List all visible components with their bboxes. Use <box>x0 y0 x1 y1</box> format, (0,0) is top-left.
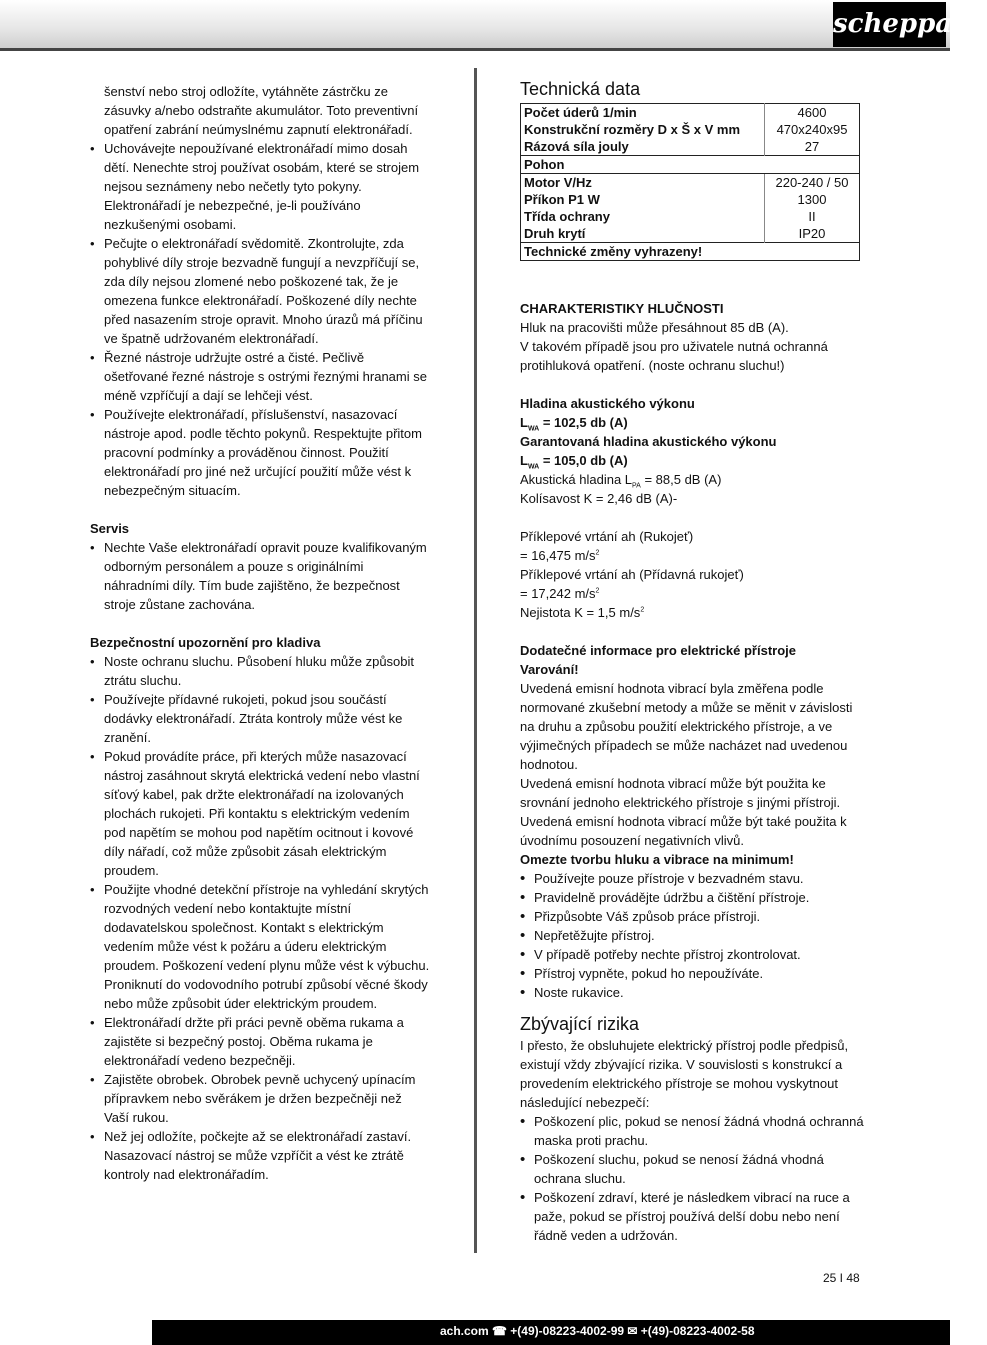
right-column <box>520 77 865 1245</box>
tech-value: II <box>765 208 860 225</box>
list-item: • Zajistěte obrobek. Obrobek pevně uchycený upínacím přípravkem nebo svěrákem je držen bezpečněji než Vaší rukou. <box>90 1070 430 1127</box>
bullet-list-safety <box>90 652 430 1184</box>
tech-row <box>521 138 860 156</box>
header-rule <box>0 48 950 51</box>
noise-line: V takovém případě jsou pro uživatele nutná ochranná protihluková opatření. (noste ochranu sluchu!) <box>520 339 828 373</box>
noise-text <box>520 318 865 375</box>
tech-row <box>521 191 860 208</box>
lwa2-line: $L_{WA} = 105,0$ db (A) <box>520 453 628 471</box>
footer-contact: ach.com ☎ +(49)-08223-4002-99 ✉ +(49)-08223-4002-58 <box>440 1324 755 1338</box>
footer-bar <box>0 1320 950 1345</box>
list-item: • V případě potřeby nechte přístroj zkontrolovat. <box>520 945 865 964</box>
left-column <box>90 82 430 1184</box>
tech-row <box>521 104 860 122</box>
power-heading: Hladina akustického výkonu <box>520 396 695 411</box>
guaranteed-heading: Garantovaná hladina akustického výkonu <box>520 434 777 449</box>
tech-label: Příkon P1 W <box>524 192 600 207</box>
list-item: • Noste ochranu sluchu. Působení hluku může způsobit ztrátu sluchu. <box>90 652 430 690</box>
bullet-list-general <box>90 139 430 500</box>
tech-value: IP20 <box>765 225 860 243</box>
column-divider <box>474 68 477 1253</box>
tech-value: 4600 <box>765 104 860 122</box>
list-item: • Používejte pouze přístroje v bezvadném stavu. <box>520 869 865 888</box>
tech-row <box>521 225 860 243</box>
uncertainty-line: Kolísavost K = 2,46 dB (A)- <box>520 491 678 506</box>
list-item: • Pečujte o elektronářadí svědomitě. Zkontrolujte, zda pohyblivé díly stroje bezvadně fungují a nevzpříčují se, zda díly nejsou zlomené nebo poškozené tak, že je omezena funkce elektronářadí. Poškozené díly nechte před nasazením stroje opravit. Mnoho úrazů má příčinu ve špatně udržovaném elektronářadí. <box>90 234 430 348</box>
tech-value: 220-240 / 50 <box>765 174 860 192</box>
tech-label: Rázová síla jouly <box>524 139 629 154</box>
list-item: • Poškození sluchu, pokud se nenosí žádná vhodná ochrana sluchu. <box>520 1150 865 1188</box>
list-item: • Používejte přídavné rukojeti, pokud jsou součástí dodávky elektronářadí. Ztráta kontroly může vést ke zranění. <box>90 690 430 747</box>
list-item: • Řezné nástroje udržujte ostré a čisté. Pečlivě ošetřované řezné nástroje s ostrými řeznými hranami se méně vzpříčují a dají se lehčeji vést. <box>90 348 430 405</box>
info-paragraph-1: Uvedená emisní hodnota vibrací byla změřena podle normované zkušební metody a může se měnit v závislosti na druhu a způsobu použití elektrického přístroje, a ve výjimečných případech se může nacházet nad uvedenou hodnotou. <box>520 681 853 772</box>
list-item: • Noste rukavice. <box>520 983 865 1002</box>
list-item: • Použijte vhodné detekční přístroje na vyhledání skrytých rozvodných vedení nebo kontaktujte místní dodavatelskou společnost. Kontakt s elektrickým vedením může vést k požáru a úderu elektrickým proudem. Poškození vedení plynu může vést k výbuchu. Proniknutí do vodovodního potrubí způsobí věcné škody nebo může způsobit úder elektrickým proudem. <box>90 880 430 1013</box>
tech-label: Třída ochrany <box>524 209 610 224</box>
tech-row <box>521 208 860 225</box>
lwa-line: $L_{WA} = 102,5$ db (A) <box>520 415 628 433</box>
tech-label: Druh krytí <box>524 226 586 241</box>
vibration-value-2: = 17,242 $m/s^2$ <box>520 586 600 601</box>
tech-label: Počet úderů 1/min <box>524 105 637 120</box>
intro-paragraph: šenství nebo stroj odložíte, vytáhněte zástrčku ze zásuvky a/nebo odstraňte akumulátor. Toto preventivní opatření zabrání neúmyslnému zapnutí elektronářadí. <box>104 84 419 137</box>
tech-label: Konstrukční rozměry D x Š x V mm <box>524 122 741 137</box>
limit-heading: Omezte tvorbu hluku a vibrace na minimum! <box>520 852 794 867</box>
info-paragraph-2: Uvedená emisní hodnota vibrací může být použita ke srovnání jednoho elektrického přístroje s jinými přístroji. Uvedená emisní hodnota vibrací může být také použita k úvodnímu posouzení negativních vlivů. <box>520 776 847 848</box>
list-item: • Pravidelně provádějte údržbu a čištění přístroje. <box>520 888 865 907</box>
vibration-uncertainty: Nejistota K = 1,5 $m/s^2$ <box>520 605 645 620</box>
noise-line: Hluk na pracovišti může přesáhnout 85 dB (A). <box>520 320 789 335</box>
list-item: • Uchovávejte nepoužívané elektronářadí mimo dosah dětí. Nenechte stroj používat osobám, které se strojem nejsou seznámeny nebo nečetly tyto pokyny. Elektronářadí je nebezpečné, je-li používáno nezkušenými osobami. <box>90 139 430 234</box>
tech-value: 27 <box>765 138 860 156</box>
servis-heading: Servis <box>90 521 130 536</box>
list-item: • Nechte Vaše elektronářadí opravit pouze kvalifikovaným odborným personálem a pouze s originálními náhradními díly. Tím bude zajištěno, že bezpečnost stroje zůstane zachována. <box>90 538 430 614</box>
risk-intro: I přesto, že obsluhujete elektrický přístroj podle předpisů, existují vždy zbývající rizika. V souvislosti s konstrukcí a provedením elektrického přístroje se mohou vyskytnout následující nebezpečí: <box>520 1038 849 1110</box>
page-number: 25 I 48 <box>823 1271 860 1285</box>
tech-value: 470x240x95 <box>765 121 860 138</box>
safety-heading: Bezpečnostní upozornění pro kladiva <box>90 635 321 650</box>
tech-heading: Technická data <box>520 79 641 99</box>
list-item: • Poškození zdraví, které je následkem vibrací na ruce a paže, pokud se přístroj používá delší dobu nebo není řádně veden a udržován. <box>520 1188 865 1245</box>
tech-table <box>520 103 860 261</box>
tech-label: Pohon <box>521 156 860 174</box>
risk-heading: Zbývající rizika <box>520 1014 640 1034</box>
tech-row <box>521 243 860 261</box>
list-item: • Nepřetěžujte přístroj. <box>520 926 865 945</box>
tech-label: Motor V/Hz <box>521 174 765 192</box>
list-item: • Používejte elektronářadí, příslušenství, nasazovací nástroje apod. podle těchto pokynů. Respektujte přitom pracovní podmínky a prováděnou činnost. Použití elektronářadí pro jiné než určující použití může vést k nebezpečným situacím. <box>90 405 430 500</box>
vibration-line-1: Příklepové vrtání ah (Rukojeť) <box>520 529 694 544</box>
footer-blank <box>0 1320 152 1345</box>
list-item: • Než jej odložíte, počkejte až se elektronářadí zastaví. Nasazovací nástroj se může vzpříčit a vést ke ztrátě kontroly nad elektronářadím. <box>90 1127 430 1184</box>
vibration-value-1: = 16,475 $m/s^2$ <box>520 548 600 563</box>
warning-label: Varování! <box>520 662 579 677</box>
header-bar <box>0 0 950 48</box>
bullet-list-servis <box>90 538 430 614</box>
tech-row <box>521 174 860 192</box>
tech-label: Technické změny vyhrazeny! <box>521 243 860 261</box>
tech-row <box>521 121 860 138</box>
brand-logo: scheppach <box>833 2 946 47</box>
bullet-list-risks <box>520 1112 865 1245</box>
noise-heading: CHARAKTERISTIKY HLUČNOSTI <box>520 301 724 316</box>
list-item: • Přizpůsobte Váš způsob práce přístroji. <box>520 907 865 926</box>
list-item: • Poškození plic, pokud se nenosí žádná vhodná ochranná maska proti prachu. <box>520 1112 865 1150</box>
list-item: • Pokud provádíte práce, při kterých může nasazovací nástroj zasáhnout skrytá elektrická vedení nebo vlastní síťový kabel, pak držte elektronářadí na izolovaných plochách rukojeti. Při kontaktu s elektrickým vedením pod napětím se mohou pod napětím ocitnout i kovové díly nářadí, což může způsobit zásah elektrickým proudem. <box>90 747 430 880</box>
lpa-line: Akustická hladina $L_{PA} = 88,5$ dB (A) <box>520 472 722 490</box>
list-item: • Přístroj vypněte, pokud ho nepoužíváte. <box>520 964 865 983</box>
info-heading: Dodatečné informace pro elektrické přístroje <box>520 643 796 658</box>
bullet-list-limits <box>520 869 865 1002</box>
tech-row <box>521 156 860 174</box>
tech-value: 1300 <box>765 191 860 208</box>
list-item: • Elektronářadí držte při práci pevně oběma rukama a zajistěte si bezpečný postoj. Oběma rukama je elektronářadí vedeno bezpečněji. <box>90 1013 430 1070</box>
vibration-line-2: Příklepové vrtání ah (Přídavná rukojeť) <box>520 567 744 582</box>
